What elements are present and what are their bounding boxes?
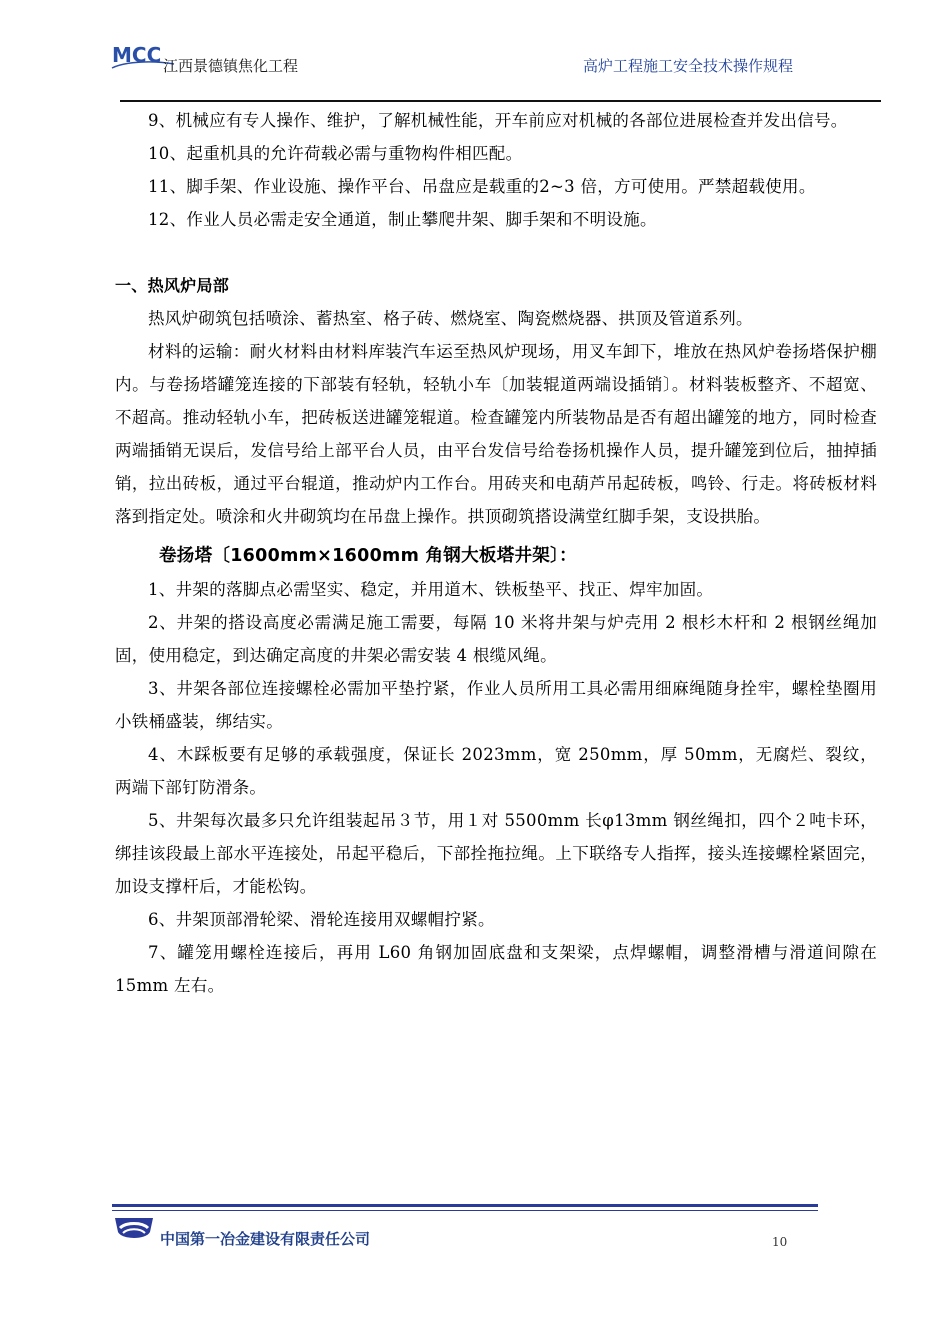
subsection-heading: 卷扬塔〔1600mm×1600mm 角钢大板塔井架〕： (159, 546, 577, 566)
list-item: 3、井架各部位连接螺栓必需加平垫拧紧，作业人员所用工具必需用细麻绳随身拴牢，螺栓垫圈用小铁桶盛装，绑结实。 (115, 679, 877, 731)
section-heading: 一、热风炉局部 (115, 276, 230, 295)
list-item: 5、井架每次最多只允许组装起吊３节，用１对 5500mm 长φ13mm 钢丝绳扣，四个２吨卡环，绑挂该段最上部水平连接处，吊起平稳后，下部拴拖拉绳。上下联络专人指挥，接头连接螺栓紧固完，加设支撑杆后，才能松钩。 (115, 811, 877, 896)
page-number: 10 (772, 1235, 788, 1249)
list-item: 9、机械应有专人操作、维护，了解机械性能，开车前应对机械的各部位进展检查并发出信号。 (148, 111, 848, 130)
document-title: 高炉工程施工安全技术操作规程 (583, 57, 794, 75)
list-item: 4、木踩板要有足够的承载强度，保证长 2023mm，宽 250mm，厚 50mm，无腐烂、裂纹， 两端下部钉防滑条。 (115, 745, 877, 797)
list-item: 12、作业人员必需走安全通道，制止攀爬井架、脚手架和不明设施。 (148, 210, 657, 229)
list-item: 10、起重机具的允许荷载必需与重物构件相匹配。 (148, 144, 523, 163)
list-item: 6、井架顶部滑轮梁、滑轮连接用双螺帽拧紧。 (148, 910, 495, 929)
list-item: 7、罐笼用螺栓连接后，再用 L60 角钢加固底盘和支架梁，点焊螺帽，调整滑槽与滑道间隙在 15mm 左右。 (115, 943, 877, 995)
spacer (115, 236, 877, 269)
company-name: 中国第一冶金建设有限责任公司 (160, 1230, 371, 1248)
logo-text: MCC (112, 43, 162, 67)
section-paragraph: 材料的运输：耐火材料由材料库装汽车运至热风炉现场，用叉车卸下，堆放在热风炉卷扬塔保护棚内。与卷扬塔罐笼连接的下部装有轻轨，轻轨小车〔加装辊道两端设插销〕。材料装板整齐、不超宽、不超高。推动轻轨小车，把砖板送进罐笼辊道。检查罐笼内所装物品是否有超出罐笼的地方，同时检查两端插销无误后，发信号给上部平台人员，由平台发信号给卷扬机操作人员，提升罐笼到位后，抽掉插销，拉出砖板，通过平台辊道，推动炉内工作台。用砖夹和电葫芦吊起砖板，鸣铃、行走。将砖板材料落到指定处。喷涂和火井砌筑均在吊盘上操作。拱顶砌筑搭设满堂红脚手架，支设拱胎。 (115, 342, 877, 526)
page-header (0, 0, 950, 110)
company-emblem-icon (112, 1214, 156, 1246)
header-divider (120, 100, 881, 102)
list-item: 11、脚手架、作业设施、操作平台、吊盘应是载重的2~3 倍，方可使用。严禁超载使用。 (148, 177, 816, 196)
list-item: 1、井架的落脚点必需坚实、稳定，并用道木、铁板垫平、找正、焊牢加固。 (148, 580, 714, 599)
list-item: 2、井架的搭设高度必需满足施工需要，每隔 10 米将井架与炉壳用 2 根杉木杆和 2 根钢丝绳加固，使用稳定，到达确定高度的井架必需安装 4 根缆风绳。 (115, 613, 877, 665)
section-paragraph: 热风炉砌筑包括喷涂、蓄热室、格子砖、燃烧室、陶瓷燃烧器、拱顶及管道系列。 (148, 309, 753, 328)
page-content (115, 104, 877, 1002)
project-title: 江西景德镇焦化工程 (163, 57, 299, 75)
footer-divider (112, 1204, 818, 1207)
footer-divider-thin (112, 1210, 818, 1211)
